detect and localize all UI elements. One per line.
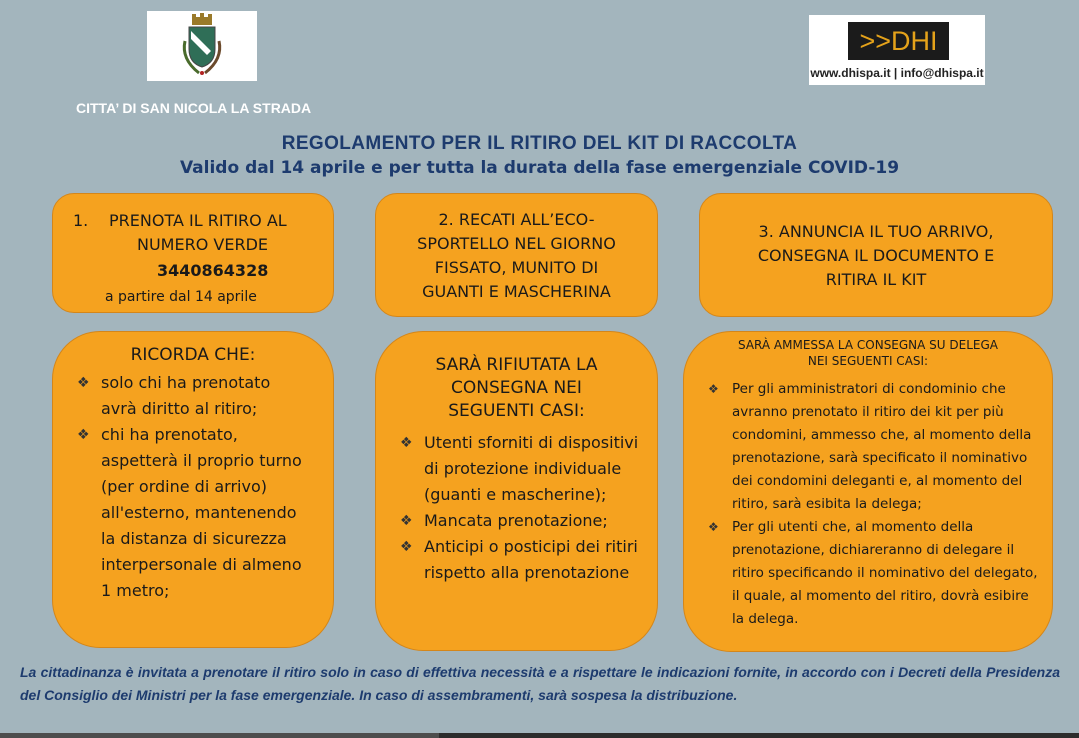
- step-1-line-1: PRENOTA IL RITIRO AL: [109, 211, 287, 230]
- bullet-icon: ❖: [708, 520, 719, 534]
- step-2-line: FISSATO, MUNITO DI: [434, 258, 599, 277]
- list-item-text: Anticipi o posticipi dei ritiri rispetto alla prenotazione: [424, 537, 638, 582]
- dhi-contact: www.dhispa.it | info@dhispa.it: [810, 66, 984, 80]
- bullet-icon: ❖: [708, 382, 719, 396]
- ricorda-box: [52, 331, 334, 648]
- list-item: [77, 370, 309, 422]
- list-item: [400, 508, 644, 534]
- city-crest-logo: [147, 11, 257, 81]
- heading-line: CONSEGNA NEI: [451, 378, 582, 398]
- step-2-box: [375, 193, 658, 317]
- heading-line: SARÀ AMMESSA LA CONSEGNA SU DELEGA: [738, 338, 998, 352]
- list-item: [77, 422, 309, 604]
- step-1-box: [52, 193, 334, 313]
- page-title: REGOLAMENTO PER IL RITIRO DEL KIT DI RACCOLTA: [281, 133, 798, 154]
- step-1-number: 1.: [73, 211, 89, 230]
- dhi-logo: [848, 22, 949, 60]
- step-1-line-2: NUMERO VERDE: [137, 235, 268, 254]
- step-3-box: [699, 193, 1053, 317]
- bullet-icon: ❖: [77, 427, 90, 443]
- rifiutata-list: [400, 430, 644, 586]
- list-item: [400, 534, 644, 586]
- delega-heading: [684, 337, 1052, 369]
- list-item: [708, 516, 1040, 631]
- step-1-note: a partire dal 14 aprile: [105, 289, 257, 305]
- bullet-icon: ❖: [400, 435, 413, 451]
- list-item-text: Mancata prenotazione;: [424, 511, 608, 530]
- list-item: [400, 430, 644, 508]
- step-1-phone: 3440864328: [157, 261, 269, 280]
- heading-line: NEI SEGUENTI CASI:: [807, 354, 929, 368]
- list-item-text: Utenti sforniti di dispositivi di protezione individuale (guanti e mascherine);: [424, 433, 639, 504]
- list-item-text: solo chi ha prenotato avrà diritto al ritiro;: [101, 373, 271, 418]
- delega-list: [708, 378, 1040, 631]
- footer-note: La cittadinanza è invitata a prenotare il ritiro solo in caso di effettiva necessità e a rispettare le indicazioni fornite, in accordo con i Decreti della Presidenza del Consiglio dei Ministri per la fase emergenziale. In caso di assembramenti, sarà sospesa la distribuzione.: [20, 664, 1060, 703]
- step-3-line: RITIRA IL KIT: [825, 270, 927, 289]
- page-subtitle: Valido dal 14 aprile e per tutta la durata della fase emergenziale COVID-19: [179, 158, 900, 178]
- list-item: [708, 378, 1040, 516]
- step-2-line: SPORTELLO NEL GIORNO: [417, 234, 616, 253]
- crest-icon: [147, 11, 257, 81]
- city-name: CITTA’ DI SAN NICOLA LA STRADA: [76, 100, 312, 116]
- rifiutata-heading: [376, 354, 657, 423]
- step-3-line: 3. ANNUNCIA IL TUO ARRIVO,: [758, 222, 994, 241]
- bullet-icon: ❖: [400, 513, 413, 529]
- bottom-bar: [0, 733, 1079, 738]
- list-item-text: chi ha prenotato, aspetterà il proprio turno (per ordine di arrivo) all'esterno, mantenendo la distanza di sicurezza interpersonale di almeno 1 metro;: [101, 425, 302, 600]
- dhi-logo-text: DHI: [891, 26, 938, 56]
- step-2-line: 2. RECATI ALL’ECO-: [438, 210, 595, 229]
- list-item-text: Per gli utenti che, al momento della prenotazione, dichiareranno di delegare il ritiro specificando il nominativo del delegato, il quale, al momento del ritiro, dovrà esibire la delega.: [732, 519, 1038, 627]
- delega-box: [683, 331, 1053, 652]
- dhi-logo-box: [809, 15, 985, 85]
- ricorda-heading: RICORDA CHE:: [130, 345, 256, 365]
- rifiutata-box: [375, 331, 658, 651]
- heading-line: SARÀ RIFIUTATA LA: [435, 355, 598, 375]
- heading-line: SEGUENTI CASI:: [448, 401, 585, 421]
- step-2-line: GUANTI E MASCHERINA: [422, 282, 611, 301]
- dhi-logo-prefix: >>: [859, 26, 892, 56]
- ricorda-list: [77, 370, 309, 604]
- bullet-icon: ❖: [400, 539, 413, 555]
- bottom-bar-segment: [439, 733, 1079, 738]
- bullet-icon: ❖: [77, 375, 90, 391]
- step-3-line: CONSEGNA IL DOCUMENTO E: [757, 246, 995, 265]
- list-item-text: Per gli amministratori di condominio che avranno prenotato il ritiro dei kit per più condomini, ammesso che, al momento della prenotazione, sarà specificato il nominativo dei condomini deleganti e, al momento del ritiro, sarà esibita la delega;: [732, 381, 1032, 512]
